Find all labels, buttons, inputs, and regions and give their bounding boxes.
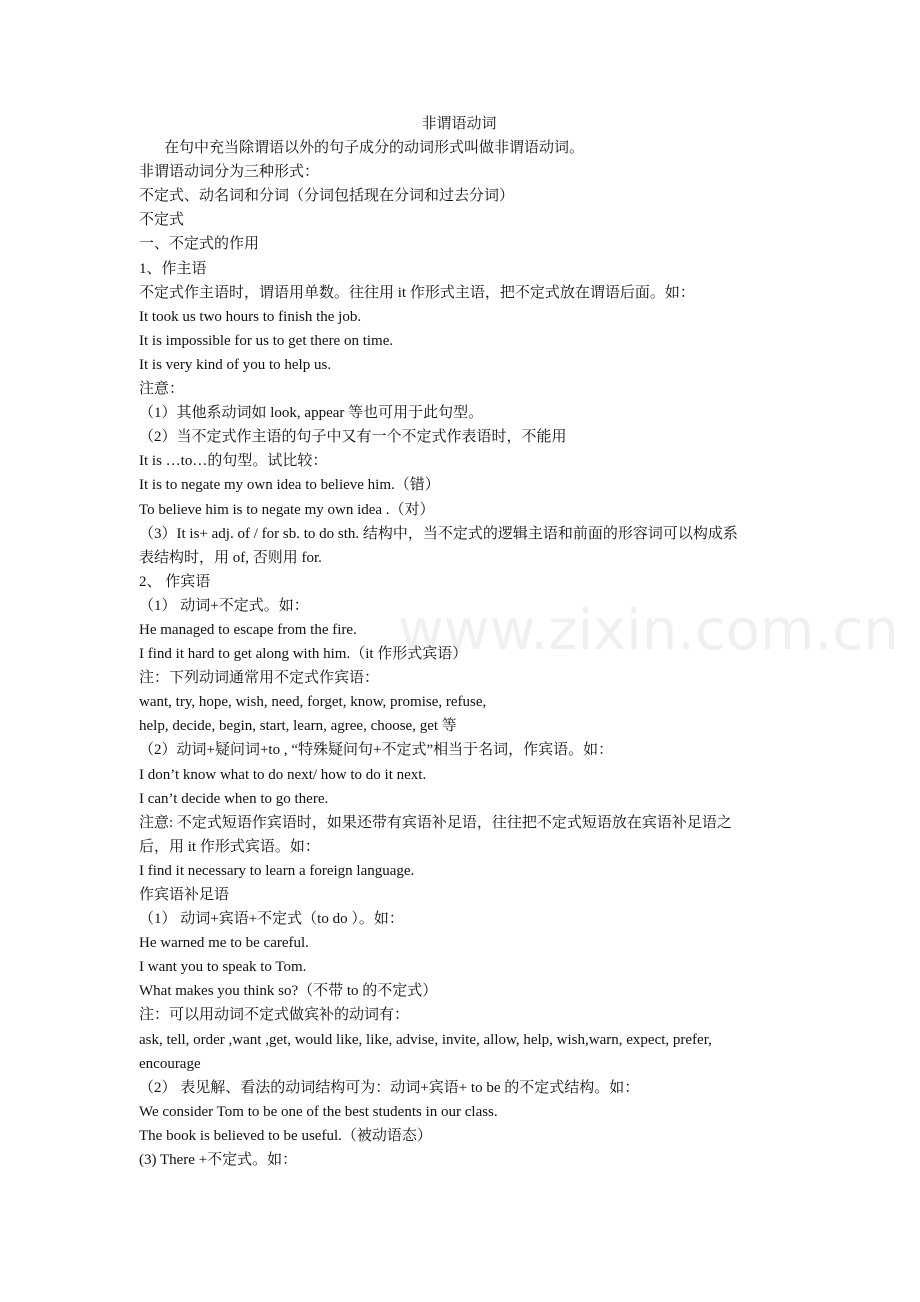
text-line: 一、不定式的作用	[139, 236, 260, 253]
document-title: 非谓语动词	[421, 116, 497, 132]
text-line: 不定式	[139, 212, 185, 229]
text-line: 作宾语补足语	[139, 887, 230, 903]
text-line: I find it necessary to learn a foreign language.	[139, 862, 415, 879]
text-line: 表结构时，用 of, 否则用 for.	[139, 549, 322, 566]
text-line: 注意: 不定式短语作宾语时，如果还带有宾语补足语，往往把不定式短语放在宾语补足语之	[139, 814, 732, 831]
text-line: What makes you think so?（不带 to 的不定式）	[139, 983, 438, 1000]
text-line: It took us two hours to finish the job.	[139, 308, 362, 325]
text-line: The book is believed to be useful.（被动语态）	[139, 1127, 432, 1144]
text-line: 注意：	[139, 381, 185, 398]
text-line: It is impossible for us to get there on time.	[139, 332, 394, 349]
text-line: He managed to escape from the fire.	[139, 621, 357, 638]
text-line: （1）其他系动词如 look, appear 等也可用于此句型。	[139, 405, 484, 422]
text-line: It is to negate my own idea to believe him.（错）	[139, 477, 440, 494]
text-line: help, decide, begin, start, learn, agree, choose, get 等	[139, 718, 457, 735]
text-line: 后，用 it 作形式宾语。如：	[139, 838, 320, 855]
text-line: 1、作主语	[139, 260, 207, 277]
text-line: want, try, hope, wish, need, forget, know, promise, refuse,	[139, 694, 487, 711]
text-line: He warned me to be careful.	[139, 935, 309, 952]
text-line: We consider Tom to be one of the best students in our class.	[139, 1103, 498, 1120]
text-line: 注：可以用动词不定式做宾补的动词有：	[139, 1007, 410, 1024]
text-line: 不定式、动名词和分词（分词包括现在分词和过去分词）	[139, 188, 515, 205]
text-line: It is …to…的句型。试比较：	[139, 453, 328, 470]
document-body	[139, 112, 789, 1172]
text-line: 在句中充当除谓语以外的句子成分的动词形式叫做非谓语动词。	[164, 140, 585, 157]
text-line: I don’t know what to do next/ how to do it next.	[139, 766, 427, 783]
text-line: （3）It is+ adj. of / for sb. to do sth. 结构中，当不定式的逻辑主语和前面的形容词可以构成系	[139, 525, 738, 542]
text-line: I find it hard to get along with him.（it 作形式宾语）	[139, 646, 468, 663]
text-line: ask, tell, order ,want ,get, would like, like, advise, invite, allow, help, wish,warn, expect, prefer,	[139, 1031, 712, 1048]
text-line: （1） 动词+宾语+不定式（to do ）。如：	[139, 911, 404, 928]
text-line: 注：下列动词通常用不定式作宾语：	[139, 670, 380, 687]
text-line: 不定式作主语时，谓语用单数。往往用 it 作形式主语，把不定式放在谓语后面。如：	[139, 284, 695, 301]
text-line: 2、 作宾语	[139, 573, 211, 590]
text-line: To believe him is to negate my own idea .（对）	[139, 501, 435, 518]
text-line: I want you to speak to Tom.	[139, 959, 307, 976]
text-line: 非谓语动词分为三种形式：	[139, 164, 320, 181]
text-line: I can’t decide when to go there.	[139, 790, 329, 807]
text-line: It is very kind of you to help us.	[139, 356, 332, 373]
text-line: （1） 动词+不定式。如：	[139, 597, 309, 614]
text-line: （2）动词+疑问词+to , “特殊疑问句+不定式”相当于名词，作宾语。如：	[139, 742, 614, 759]
text-line: （2）当不定式作主语的句子中又有一个不定式作表语时，不能用	[139, 429, 567, 446]
text-line: (3) There +不定式。如：	[139, 1152, 298, 1169]
text-line: （2） 表见解、看法的动词结构可为：动词+宾语+ to be 的不定式结构。如：	[139, 1079, 640, 1096]
text-line: encourage	[139, 1055, 201, 1072]
watermark: www.zixin.com.cn	[398, 598, 899, 663]
